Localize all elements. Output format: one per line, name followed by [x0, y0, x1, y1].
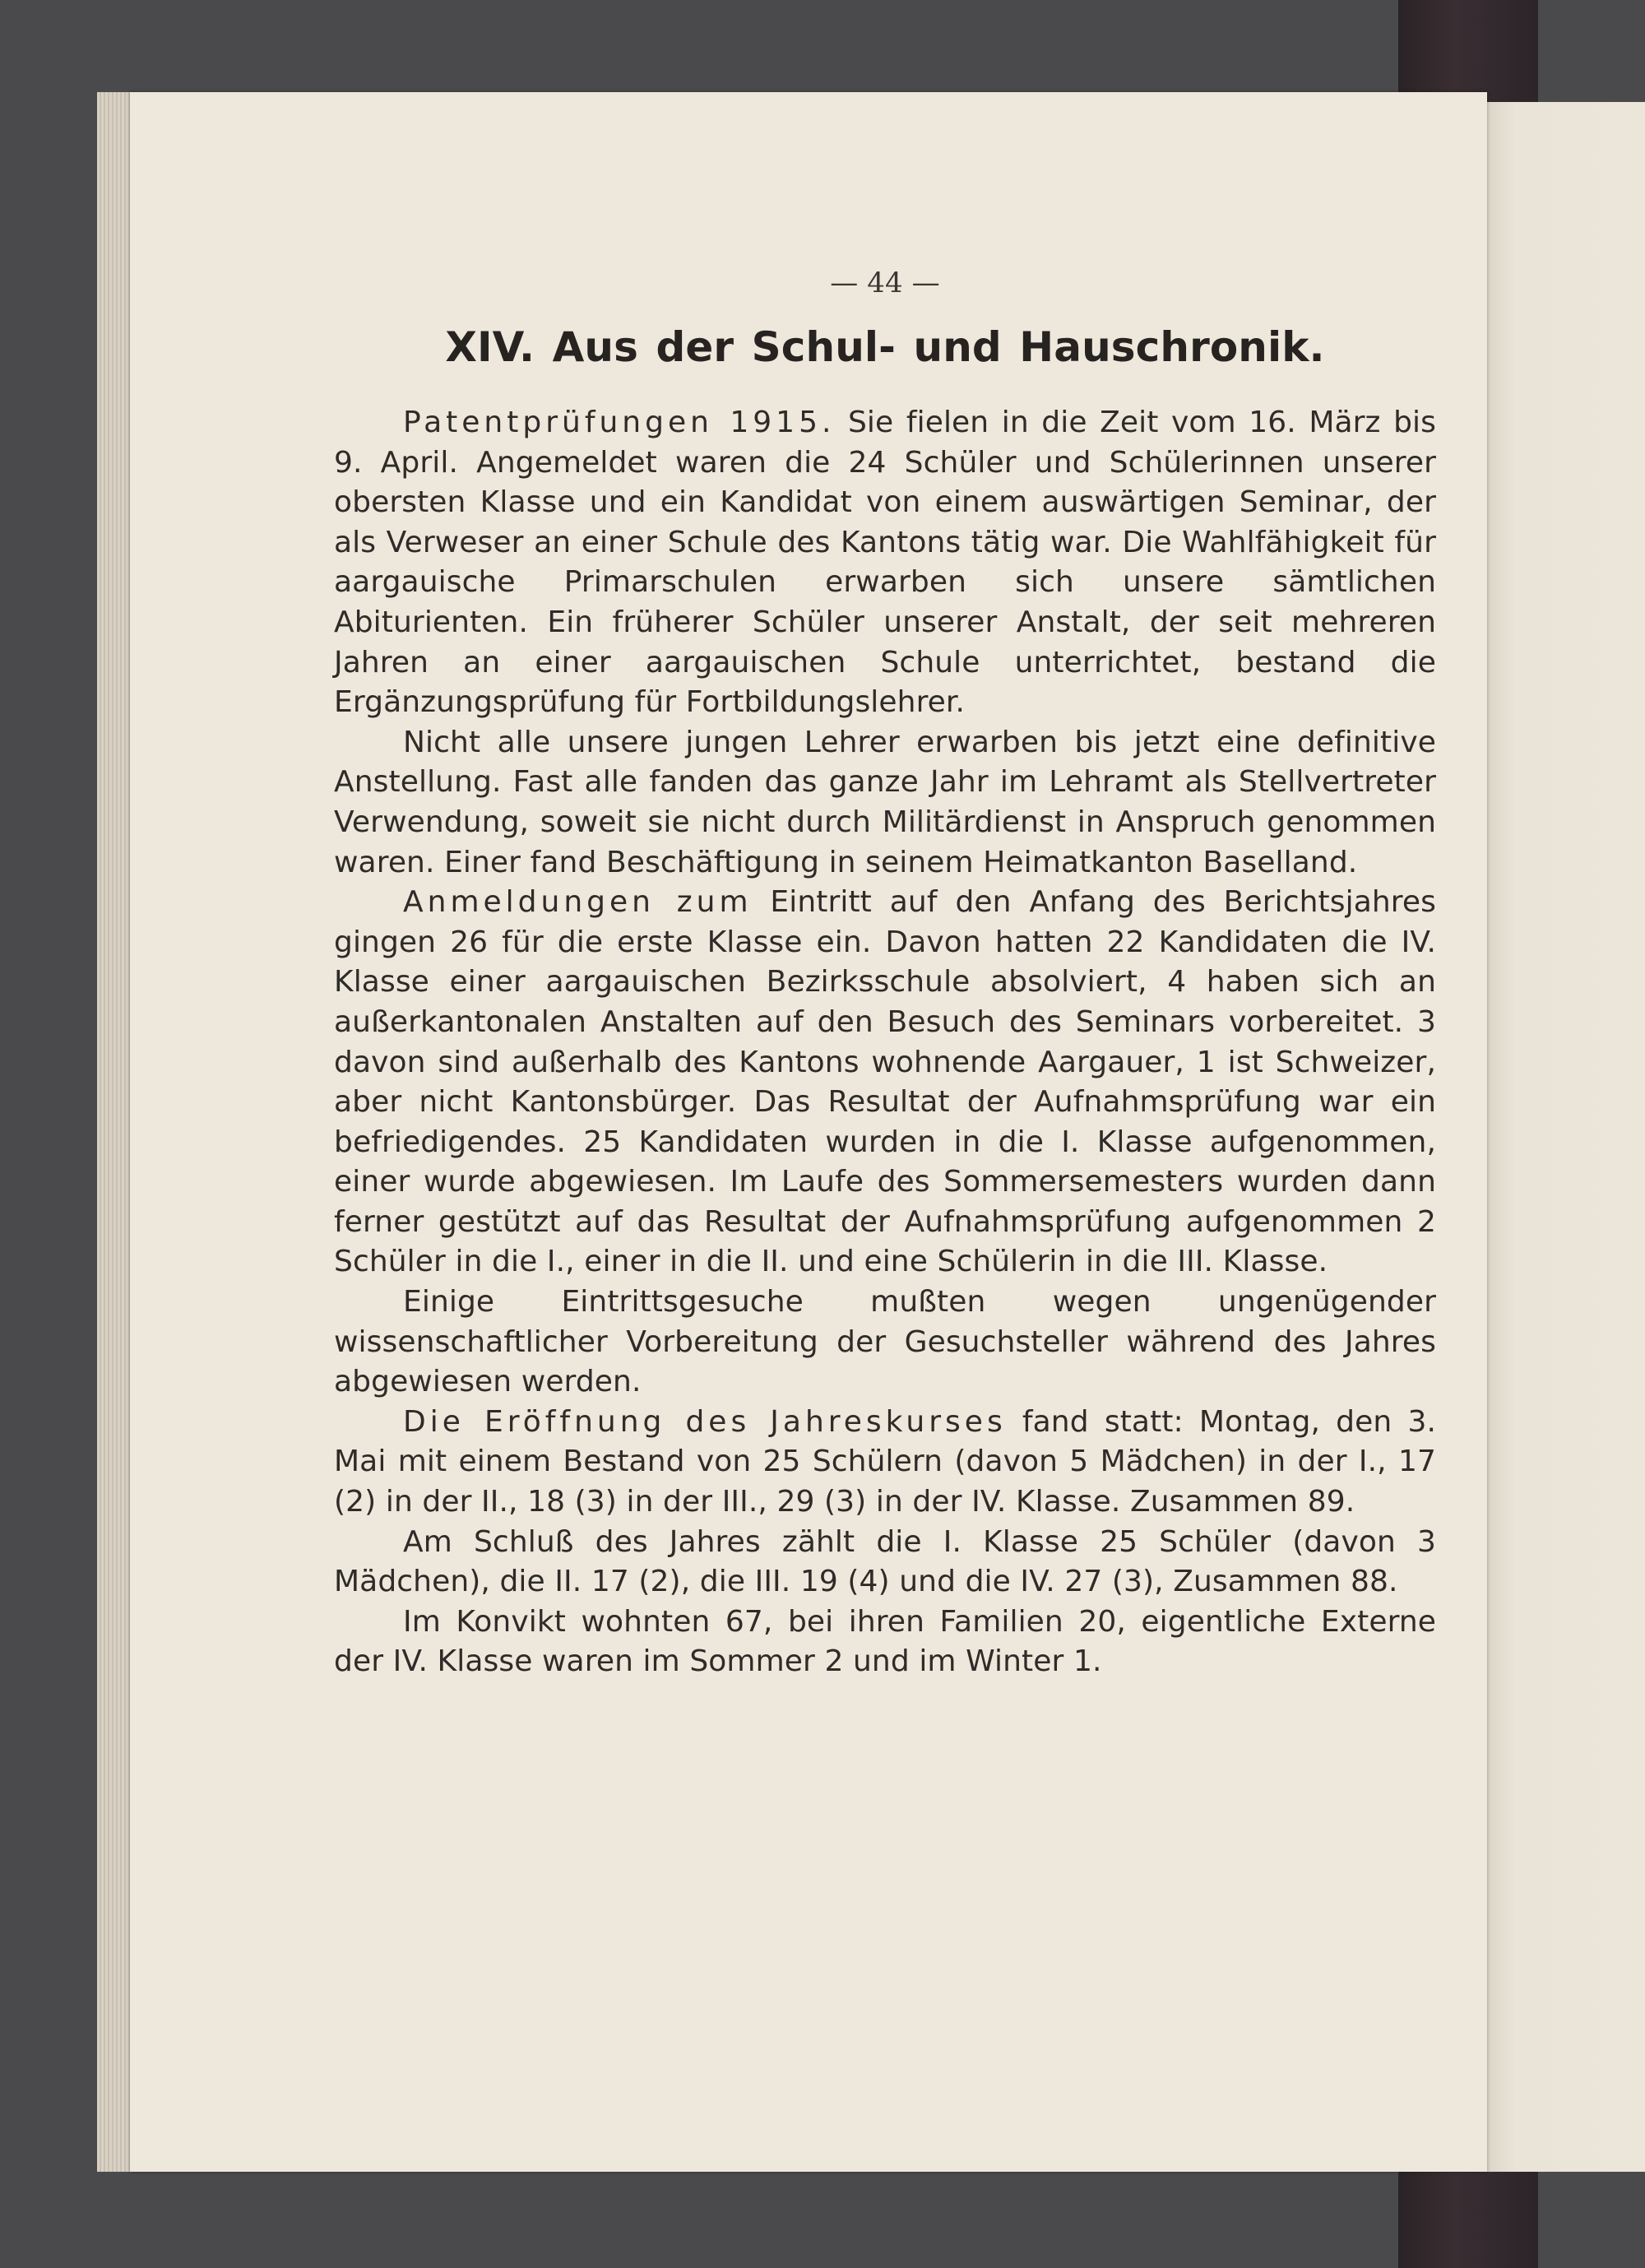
document-page — [130, 92, 1487, 2172]
paragraph-lead: Die Eröffnung des Jahreskurses — [403, 1404, 1007, 1439]
paragraph — [334, 1523, 1436, 1602]
chapter-heading: XIV. Aus der Schul- und Hauschronik. — [445, 323, 1325, 371]
paragraph-lead: Patentprüfungen 1915. — [403, 406, 836, 439]
paragraph-lead: Anmeldungen zum — [403, 885, 753, 920]
paragraph-text: Einige Eintrittsgesuche mußten wegen ungenügender wissenschaftlicher Vorbereitung der Gesuchsteller während des Jahres abgewiesen werden. — [334, 1285, 1436, 1399]
paragraph — [334, 1282, 1436, 1403]
paragraph-text: Sie fielen in die Zeit vom 16. März bis 9. April. Angemeldet waren die 24 Schüler und Schülerinnen unserer obersten Klasse und ein Kandidat von einem auswärtigen Seminar, der als Verweser an einer Schule des Kantons tätig war. Die Wahlfähigkeit für aargauische Primarschulen erwarben sich unsere sämtlichen Abiturienten. Ein früherer Schüler unserer Anstalt, der seit mehreren Jahren an einer aargauischen Schule unterrichtet, bestand die Ergänzungsprüfung für Fortbildungslehrer. — [334, 406, 1436, 720]
paragraph — [334, 883, 1436, 1282]
paragraph — [334, 403, 1436, 723]
paragraph-text: Eintritt auf den Anfang des Berichtsjahres gingen 26 für die erste Klasse ein. Davon hatten 22 Kandidaten die IV. Klasse einer aargauischen Bezirksschule absolviert, 4 haben sich an außerkantonalen Anstalten auf den Besuch des Seminars vorbereitet. 3 davon sind außerhalb des Kantons wohnende Aargauer, 1 ist Schweizer, aber nicht Kantonsbürger. Das Resultat der Aufnahmsprüfung war ein befriedigendes. 25 Kandidaten wurden in die I. Klasse aufgenommen, einer wurde abgewiesen. Im Laufe des Sommersemesters wurden dann ferner gestützt auf das Resultat der Aufnahmsprüfung aufgenommen 2 Schüler in die I., einer in die II. und eine Schülerin in die III. Klasse. — [334, 885, 1436, 1279]
adjacent-page — [1487, 102, 1645, 2172]
paragraph-text: fand statt: Montag, den 3. Mai mit einem Bestand von 25 Schülern (davon 5 Mädchen) in der I., 17 (2) in der II., 18 (3) in der III., 29 (3) in der IV. Klasse. Zusammen 89. — [334, 1404, 1436, 1519]
paragraph-text: Am Schluß des Jahres zählt die I. Klasse 25 Schüler (davon 3 Mädchen), die II. 17 (2), die III. 19 (4) und die IV. 27 (3), Zusammen 88. — [334, 1524, 1436, 1599]
page-edges — [97, 92, 132, 2172]
paragraph-text: Im Konvikt wohnten 67, bei ihren Familien 20, eigentliche Externe der IV. Klasse waren im Sommer 2 und im Winter 1. — [334, 1604, 1436, 1679]
page-number: — 44 — — [830, 267, 940, 299]
paragraph-text: Nicht alle unsere jungen Lehrer erwarben bis jetzt eine definitive Anstellung. Fast alle fanden das ganze Jahr im Lehramt als Stellvertreter Verwendung, soweit sie nicht durch Militärdienst in Anspruch genommen waren. Einer fand Beschäftigung in seinem Heimatkanton Baselland. — [334, 725, 1436, 879]
paragraph — [334, 1403, 1436, 1523]
body-text — [334, 403, 1436, 1682]
paragraph — [334, 723, 1436, 883]
paragraph — [334, 1602, 1436, 1682]
